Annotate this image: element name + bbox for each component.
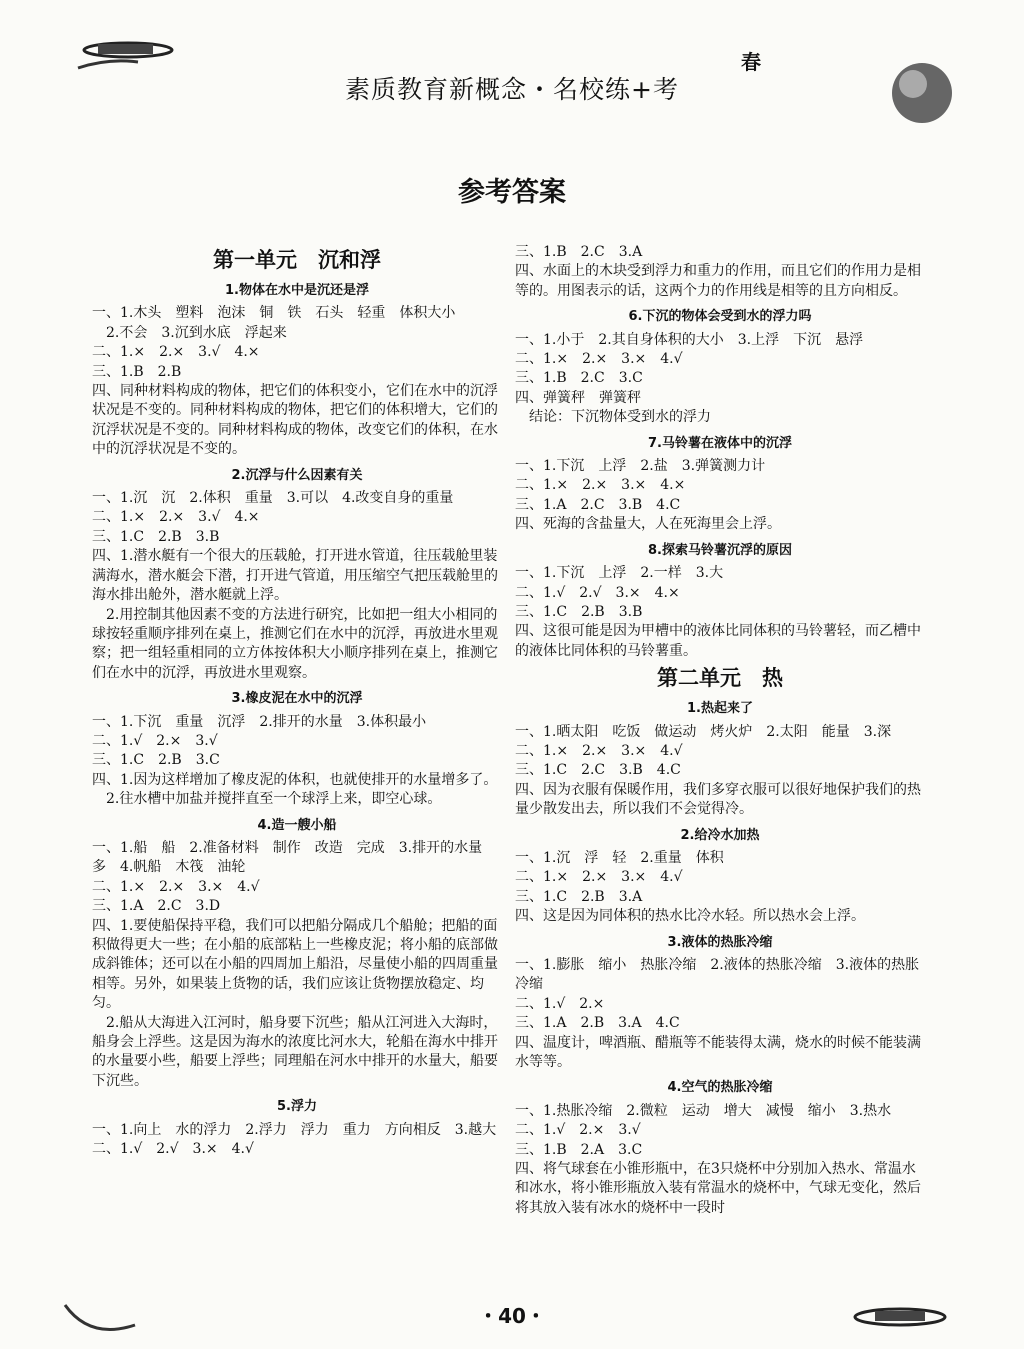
answer-line: 2.用控制其他因素不变的方法进行研究，比如把一组大小相同的球按轻重顺序排列在桌上，推测它们在水中的沉浮，再放进水里观察；把一组轻重相同的立方体按体积大小顺序排列在桌上，推测它们在水中的沉浮，再放进水里观察。 [92,606,498,681]
answer-line: 二、1.√ 2.× 3.√ [515,1122,641,1139]
answer-line: 四、这很可能是因为甲槽中的液体比同体积的马铃薯轻，而乙槽中的液体比同体积的马铃薯重。 [515,623,921,659]
answer-line: 二、1.× 2.× 3.× 4.√ [515,742,683,759]
answer-line: 二、1.× 2.× 3.× 4.× [515,477,686,494]
answer-line: 一、1.膨胀 缩小 热胀冷缩 2.液体的热胀冷缩 3.液体的热胀冷缩 [515,957,920,993]
answer-line: 结论：下沉物体受到水的浮力 [515,409,711,426]
answer-line: 三、1.B 2.C 3.C [515,370,643,387]
answer-line: 二、1.√ 2.√ 3.× 4.√ [92,1141,254,1158]
answer-line: 三、1.B 2.C 3.A [515,244,643,260]
header-title: 素质教育新概念・名校练+考 [345,75,679,104]
answer-line: 三、1.B 2.A 3.C [515,1141,643,1158]
section-title: 4.造一艘小船 [257,817,337,833]
answer-line: 一、1.晒太阳 吃饭 做运动 烤火炉 2.太阳 能量 3.深 [515,723,892,740]
answer-line: 二、1.× 2.× 3.√ 4.× [92,344,260,361]
answer-line: 四、弹簧秤 弹簧秤 [515,389,641,406]
section-title: 1.热起来了 [687,701,753,717]
answer-line: 二、1.× 2.× 3.× 4.√ [515,869,683,886]
answer-line: 二、1.× 2.× 3.√ 4.× [92,509,260,526]
answer-line: 二、1.√ 2.× [515,995,605,1012]
answer-line: 一、1.船 船 2.准备材料 制作 改造 完成 3.排开的水量 多 4.帆船 木筏 油轮 [92,839,497,876]
answer-line: 四、1.潜水艇有一个很大的压载舱，打开进水管道，往压载舱里装满海水，潜水艇会下潜，打开进气管道，用压缩空气把压载舱里的海水排出舱外，潜水艇就上浮。 [92,548,498,604]
answer-line: 二、1.× 2.× 3.× 4.√ [92,878,260,895]
answer-line: 三、1.C 2.B 3.C [92,752,220,769]
page-number: ・40・ [478,1304,546,1328]
unit-title: 第一单元 沉和浮 [213,248,381,272]
section-title: 4.空气的热胀冷缩 [667,1080,773,1096]
section-title: 2.给冷水加热 [680,827,760,843]
answer-line: 三、1.C 2.B 3.B [515,603,643,620]
answer-line: 三、1.A 2.C 3.B 4.C [515,496,681,513]
answer-line: 四、这是因为同体积的热水比冷水轻。所以热水会上浮。 [515,908,865,925]
section-title: 7.马铃薯在液体中的沉浮 [648,435,792,451]
answer-line: 三、1.B 2.B [92,363,182,380]
answer-line: 一、1.下沉 上浮 2.一样 3.大 [515,565,724,582]
answer-line: 2.往水槽中加盐并搅拌直至一个球浮上来，即空心球。 [92,791,442,808]
section-title: 8.探索马铃薯沉浮的原因 [648,542,792,558]
answer-line: 2.不会 3.沉到水底 浮起来 [92,324,287,341]
section-title: 6.下沉的物体会受到水的浮力吗 [628,309,812,325]
answer-line: 四、将气球套在小锥形瓶中，在3只烧杯中分别加入热水、常温水和冰水，将小锥形瓶放入装有常温水的烧杯中，气球无变化，然后将其放入装有冰水的烧杯中一段时 [515,1161,921,1216]
answer-line: 一、1.沉 浮 轻 2.重量 体积 [515,849,724,866]
section-title: 1.物体在水中是沉还是浮 [225,283,369,298]
answer-line: 四、1.要使船保持平稳，我们可以把船分隔成几个船舱；把船的面积做得更大一些；在小船的底部粘上一些橡皮泥；将小船的底部做成斜锥体；还可以在小船的四周加上船沿，尽量使小船的四周重量相等。另外，如果装上货物的话，我们应该让货物摆放稳定、均匀。 [92,917,498,1012]
answer-line: 二、1.√ 2.× 3.√ [92,732,218,749]
section-title: 2.沉浮与什么因素有关 [231,467,363,483]
answer-line: 二、1.× 2.× 3.× 4.√ [515,351,683,368]
answer-line: 四、水面上的木块受到浮力和重力的作用，而且它们的作用力是相等的。用图表示的话，这两个力的作用线是相等的且方向相反。 [515,263,921,299]
answer-line: 三、1.C 2.C 3.B 4.C [515,762,681,779]
answer-line: 一、1.下沉 重量 沉浮 2.排开的水量 3.体积最小 [92,713,427,730]
answer-line: 四、死海的含盐量大，人在死海里会上浮。 [515,516,781,533]
answer-line: 2.船从大海进入江河时，船身要下沉些；船从江河进入大海时，船身会上浮些。这是因为海水的浓度比河水大，轮船在海水中排开的水量要小些，船要上浮些；同理船在河水中排开的水量大，船要下沉些。 [92,1014,498,1089]
answer-line: 三、1.C 2.B 3.B [92,528,220,545]
section-title: 3.液体的热胀冷缩 [667,934,773,950]
section-title: 5.浮力 [277,1099,317,1115]
right-column [515,243,925,1218]
answer-line: 四、1.因为这样增加了橡皮泥的体积，也就使排开的水量增多了。 [92,771,498,788]
left-column [92,243,502,1159]
answer-line: 一、1.热胀冷缩 2.微粒 运动 增大 减慢 缩小 3.热水 [515,1102,892,1119]
answer-line: 三、1.C 2.B 3.A [515,888,643,905]
answer-line: 四、同种材料构成的物体，把它们的体积变小，它们在水中的沉浮状况是不变的。同种材料构成的物体，把它们的体积增大，它们的沉浮状况是不变的。同种材料构成的物体，改变它们的体积，在水中的沉浮状况是不变的。 [92,383,498,458]
page-title: 参考答案 [458,177,566,208]
season-label: 春 [741,50,761,74]
answer-line: 一、1.下沉 上浮 2.盐 3.弹簧测力计 [515,458,766,475]
answer-line: 四、温度计，啤酒瓶、醋瓶等不能装得太满，烧水的时候不能装满水等等。 [515,1034,921,1071]
answer-line: 一、1.小于 2.其自身体积的大小 3.上浮 下沉 悬浮 [515,331,864,348]
answer-line: 一、1.木头 塑料 泡沫 铜 铁 石头 轻重 体积大小 [92,305,456,322]
answer-line: 三、1.A 2.C 3.D [92,898,221,915]
answer-line: 四、因为衣服有保暖作用，我们多穿衣服可以很好地保护我们的热量少散发出去，所以我们不会觉得冷。 [515,781,921,818]
section-title: 3.橡皮泥在水中的沉浮 [231,691,363,707]
answer-line: 一、1.沉 沉 2.体积 重量 3.可以 4.改变自身的重量 [92,490,454,507]
unit-title: 第二单元 热 [657,666,783,691]
answer-line: 二、1.√ 2.√ 3.× 4.× [515,584,680,601]
answer-line: 一、1.向上 水的浮力 2.浮力 浮力 重力 方向相反 3.越大 [92,1121,497,1138]
answer-line: 三、1.A 2.B 3.A 4.C [515,1015,680,1032]
